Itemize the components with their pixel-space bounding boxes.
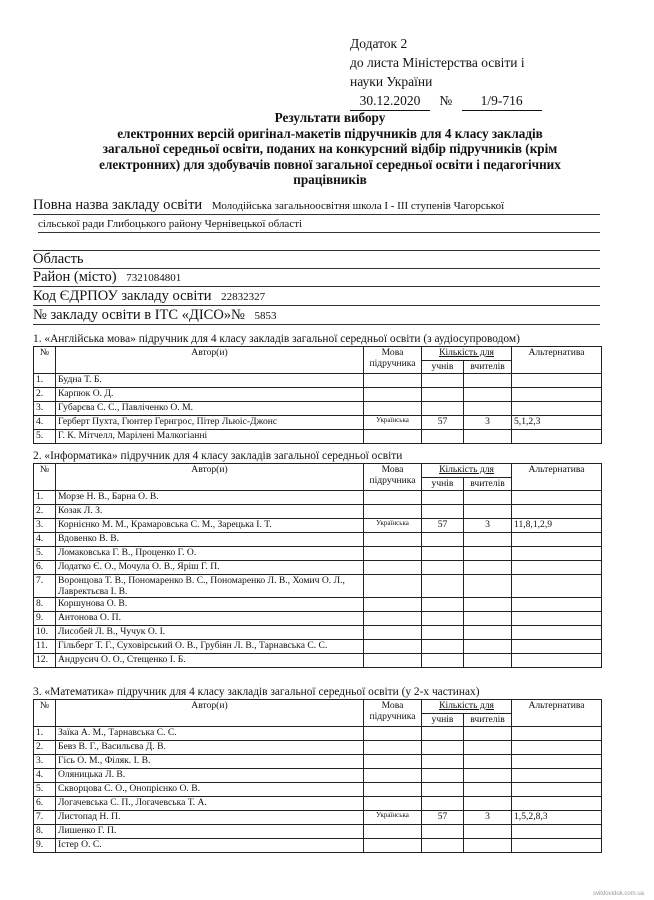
students-count-cell xyxy=(422,374,464,388)
appendix-date: 30.12.2020 xyxy=(350,91,430,111)
col-header-qty: Кількість для xyxy=(422,700,512,714)
table-row xyxy=(34,547,602,561)
author-cell: Бевз В. Г., Васильєва Д. В. xyxy=(56,741,364,755)
col-header-lang: Мова підручника xyxy=(364,700,422,727)
author-cell: Морзе Н. В., Барна О. В. xyxy=(56,491,364,505)
teachers-count-cell xyxy=(464,402,512,416)
table-row xyxy=(34,783,602,797)
students-count-cell: 57 xyxy=(422,519,464,533)
teachers-count-cell xyxy=(464,533,512,547)
author-cell: Г. К. Мітчелл, Марілені Малкогіанні xyxy=(56,430,364,444)
teachers-count-cell xyxy=(464,612,512,626)
students-count-cell xyxy=(422,598,464,612)
students-count-cell xyxy=(422,430,464,444)
title-line: загальної середньої освіти, поданих на конкурсний відбір підручників (крім xyxy=(102,141,558,156)
row-number: 2. xyxy=(34,505,56,519)
table-row xyxy=(34,769,602,783)
row-number: 4. xyxy=(34,416,56,430)
table-body xyxy=(34,727,602,853)
language-cell xyxy=(364,374,422,388)
language-cell xyxy=(364,491,422,505)
students-count-cell xyxy=(422,654,464,668)
row-number: 3. xyxy=(34,519,56,533)
author-cell: Будна Т. Б. xyxy=(56,374,364,388)
alternative-cell: 1,5,2,8,3 xyxy=(512,811,602,825)
col-header-teachers: вчителів xyxy=(464,714,512,727)
language-cell xyxy=(364,626,422,640)
col-header-author: Автор(и) xyxy=(56,700,364,727)
row-number: 9. xyxy=(34,839,56,853)
teachers-count-cell xyxy=(464,374,512,388)
table-row xyxy=(34,430,602,444)
author-cell: Заїка А. М., Тарнавська С. С. xyxy=(56,727,364,741)
students-count-cell xyxy=(422,755,464,769)
language-cell xyxy=(364,741,422,755)
edrpou-field xyxy=(33,287,600,306)
col-header-students: учнів xyxy=(422,361,464,374)
author-cell: Козак Л. З. xyxy=(56,505,364,519)
row-number: 5. xyxy=(34,430,56,444)
row-number: 11. xyxy=(34,640,56,654)
author-cell: Листопад Н. П. xyxy=(56,811,364,825)
table-row xyxy=(34,491,602,505)
teachers-count-cell xyxy=(464,575,512,598)
author-cell: Лисобей Л. В., Чучук О. І. xyxy=(56,626,364,640)
alternative-cell xyxy=(512,533,602,547)
col-header-students: учнів xyxy=(422,714,464,727)
students-count-cell xyxy=(422,575,464,598)
author-cell: Корнієнко М. М., Крамаровська С. М., Зарецька І. Т. xyxy=(56,519,364,533)
table-row xyxy=(34,654,602,668)
language-cell xyxy=(364,839,422,853)
teachers-count-cell: 3 xyxy=(464,811,512,825)
col-header-students: учнів xyxy=(422,478,464,491)
alternative-cell xyxy=(512,797,602,811)
table-row xyxy=(34,519,602,533)
row-number: 7. xyxy=(34,575,56,598)
section-heading: 1. «Англійська мова» підручник для 4 класу закладів загальної середньої освіти (з аудіосупроводом) xyxy=(33,333,520,345)
table-row xyxy=(34,561,602,575)
section-heading: 2. «Інформатика» підручник для 4 класу закладів загальної середньої освіти xyxy=(33,450,403,462)
students-count-cell xyxy=(422,839,464,853)
alternative-cell xyxy=(512,839,602,853)
row-number: 7. xyxy=(34,811,56,825)
its-label: № закладу освіти в ІТС «ДІСО»№ xyxy=(33,307,245,323)
appendix-line: до листа Міністерства освіти і xyxy=(350,55,525,70)
language-cell xyxy=(364,575,422,598)
students-count-cell xyxy=(422,825,464,839)
table-row xyxy=(34,612,602,626)
teachers-count-cell xyxy=(464,783,512,797)
table-row xyxy=(34,402,602,416)
row-number: 8. xyxy=(34,825,56,839)
teachers-count-cell xyxy=(464,825,512,839)
students-count-cell xyxy=(422,741,464,755)
students-count-cell xyxy=(422,797,464,811)
results-table xyxy=(33,346,602,444)
students-count-cell xyxy=(422,640,464,654)
students-count-cell xyxy=(422,769,464,783)
teachers-count-cell: 3 xyxy=(464,519,512,533)
students-count-cell: 57 xyxy=(422,811,464,825)
teachers-count-cell xyxy=(464,755,512,769)
table-row xyxy=(34,839,602,853)
students-count-cell: 57 xyxy=(422,416,464,430)
teachers-count-cell xyxy=(464,598,512,612)
students-count-cell xyxy=(422,402,464,416)
author-cell: Антонова О. П. xyxy=(56,612,364,626)
teachers-count-cell xyxy=(464,797,512,811)
alternative-cell xyxy=(512,654,602,668)
row-number: 4. xyxy=(34,533,56,547)
table-row xyxy=(34,626,602,640)
alternative-cell: 5,1,2,3 xyxy=(512,416,602,430)
school-name-continuation xyxy=(38,216,600,233)
col-header-alt: Альтернатива xyxy=(512,700,602,727)
language-cell xyxy=(364,783,422,797)
alternative-cell xyxy=(512,561,602,575)
author-cell: Герберт Пухта, Гюнтер Гернгрос, Пітер Льюіс-Джонс xyxy=(56,416,364,430)
author-cell: Лишенко Г. П. xyxy=(56,825,364,839)
col-header-num: № xyxy=(34,700,56,727)
teachers-count-cell xyxy=(464,430,512,444)
title-line: Результати вибору xyxy=(274,110,386,125)
alternative-cell xyxy=(512,388,602,402)
author-cell: Карпюк О. Д. xyxy=(56,388,364,402)
appendix-line: науки України xyxy=(350,74,433,89)
students-count-cell xyxy=(422,727,464,741)
edrpou-label: Код ЄДРПОУ закладу освіти xyxy=(33,288,212,304)
author-cell: Ломаковська Г. В., Проценко Г. О. xyxy=(56,547,364,561)
appendix-number: 1/9-716 xyxy=(462,91,542,111)
edrpou-value: 22832327 xyxy=(221,291,266,303)
row-number: 6. xyxy=(34,797,56,811)
rayon-field xyxy=(33,268,600,287)
alternative-cell: 11,8,1,2,9 xyxy=(512,519,602,533)
students-count-cell xyxy=(422,388,464,402)
results-table xyxy=(33,699,602,853)
col-header-lang: Мова підручника xyxy=(364,347,422,374)
alternative-cell xyxy=(512,402,602,416)
alternative-cell xyxy=(512,727,602,741)
alternative-cell xyxy=(512,640,602,654)
alternative-cell xyxy=(512,374,602,388)
table-row xyxy=(34,727,602,741)
language-cell: Українська xyxy=(364,416,422,430)
alternative-cell xyxy=(512,575,602,598)
appendix-number-sign: № xyxy=(439,93,453,108)
teachers-count-cell xyxy=(464,561,512,575)
alternative-cell xyxy=(512,491,602,505)
row-number: 4. xyxy=(34,769,56,783)
alternative-cell xyxy=(512,430,602,444)
language-cell xyxy=(364,640,422,654)
students-count-cell xyxy=(422,491,464,505)
row-number: 5. xyxy=(34,783,56,797)
row-number: 3. xyxy=(34,402,56,416)
results-table xyxy=(33,463,602,668)
col-header-num: № xyxy=(34,347,56,374)
rayon-value: 7321084801 xyxy=(126,272,182,284)
col-header-alt: Альтернатива xyxy=(512,347,602,374)
row-number: 12. xyxy=(34,654,56,668)
table-row xyxy=(34,741,602,755)
teachers-count-cell xyxy=(464,626,512,640)
row-number: 1. xyxy=(34,491,56,505)
col-header-teachers: вчителів xyxy=(464,361,512,374)
students-count-cell xyxy=(422,626,464,640)
students-count-cell xyxy=(422,783,464,797)
rayon-label: Район (місто) xyxy=(33,269,117,285)
col-header-lang: Мова підручника xyxy=(364,464,422,491)
language-cell xyxy=(364,769,422,783)
col-header-author: Автор(и) xyxy=(56,347,364,374)
appendix-line: Додаток 2 xyxy=(350,36,408,51)
row-number: 9. xyxy=(34,612,56,626)
oblast-field xyxy=(33,250,600,269)
blank-line xyxy=(33,234,600,251)
row-number: 8. xyxy=(34,598,56,612)
author-cell: Вдовенко В. В. xyxy=(56,533,364,547)
row-number: 3. xyxy=(34,755,56,769)
alternative-cell xyxy=(512,783,602,797)
school-name-value: Молодійська загальноосвітня школа І - ІІІ ступенів Чагорської xyxy=(211,200,505,212)
row-number: 2. xyxy=(34,388,56,402)
col-header-qty: Кількість для xyxy=(422,347,512,361)
students-count-cell xyxy=(422,561,464,575)
language-cell xyxy=(364,505,422,519)
students-count-cell xyxy=(422,547,464,561)
language-cell xyxy=(364,727,422,741)
alternative-cell xyxy=(512,741,602,755)
language-cell: Українська xyxy=(364,811,422,825)
language-cell xyxy=(364,825,422,839)
language-cell xyxy=(364,612,422,626)
alternative-cell xyxy=(512,755,602,769)
table-row xyxy=(34,374,602,388)
language-cell xyxy=(364,797,422,811)
students-count-cell xyxy=(422,533,464,547)
author-cell: Скворцова С. О., Онопрієнко О. В. xyxy=(56,783,364,797)
title-line: електронних) для здобувачів повної загальної середньої освіти і педагогічних xyxy=(99,156,561,172)
teachers-count-cell xyxy=(464,839,512,853)
table-row xyxy=(34,505,602,519)
language-cell xyxy=(364,430,422,444)
language-cell xyxy=(364,388,422,402)
row-number: 2. xyxy=(34,741,56,755)
teachers-count-cell xyxy=(464,727,512,741)
alternative-cell xyxy=(512,598,602,612)
teachers-count-cell xyxy=(464,741,512,755)
author-cell: Істер О. С. xyxy=(56,839,364,853)
oblast-label: Область xyxy=(33,251,84,267)
title-line: працівників xyxy=(293,172,367,187)
alternative-cell xyxy=(512,505,602,519)
teachers-count-cell xyxy=(464,505,512,519)
table-row xyxy=(34,825,602,839)
teachers-count-cell: 3 xyxy=(464,416,512,430)
col-header-num: № xyxy=(34,464,56,491)
teachers-count-cell xyxy=(464,640,512,654)
students-count-cell xyxy=(422,505,464,519)
section-heading: 3. «Математика» підручник для 4 класу закладів загальної середньої освіти (у 2-х частинах) xyxy=(33,686,480,698)
row-number: 10. xyxy=(34,626,56,640)
table-body xyxy=(34,374,602,444)
language-cell xyxy=(364,598,422,612)
students-count-cell xyxy=(422,612,464,626)
appendix-block xyxy=(350,34,542,111)
alternative-cell xyxy=(512,626,602,640)
teachers-count-cell xyxy=(464,388,512,402)
author-cell: Воронцова Т. В., Пономаренко В. С., Пономаренко Л. В., Хомич О. Л., Лавректьєва І. В. xyxy=(56,575,364,598)
row-number: 6. xyxy=(34,561,56,575)
its-value: 5853 xyxy=(254,310,277,322)
author-cell: Гільберг Т. Г., Суховірський О. В., Грубіян Л. В., Тарнавська С. С. xyxy=(56,640,364,654)
teachers-count-cell xyxy=(464,547,512,561)
footer-watermark: svitdovidok.com.ua xyxy=(592,891,644,897)
col-header-qty: Кількість для xyxy=(422,464,512,478)
col-header-author: Автор(и) xyxy=(56,464,364,491)
author-cell: Андрусич О. О., Стещенко І. Б. xyxy=(56,654,364,668)
table-row xyxy=(34,388,602,402)
table-row xyxy=(34,640,602,654)
row-number: 1. xyxy=(34,374,56,388)
language-cell: Українська xyxy=(364,519,422,533)
table-row xyxy=(34,575,602,598)
school-name-value-2: сільської ради Глибоцького району Чернівецької області xyxy=(38,218,303,230)
teachers-count-cell xyxy=(464,769,512,783)
table-row xyxy=(34,755,602,769)
language-cell xyxy=(364,533,422,547)
appendix-date-line xyxy=(350,91,542,111)
alternative-cell xyxy=(512,769,602,783)
title-line: електронних версій оригінал-макетів підручників для 4 класу закладів xyxy=(117,125,543,141)
language-cell xyxy=(364,402,422,416)
author-cell: Оляницька Л. В. xyxy=(56,769,364,783)
teachers-count-cell xyxy=(464,491,512,505)
alternative-cell xyxy=(512,547,602,561)
author-cell: Логачевська С. П., Логачевська Т. А. xyxy=(56,797,364,811)
table-body xyxy=(34,491,602,668)
author-cell: Коршунова О. В. xyxy=(56,598,364,612)
col-header-teachers: вчителів xyxy=(464,478,512,491)
its-field xyxy=(33,306,600,325)
author-cell: Губарєва С. С., Павліченко О. М. xyxy=(56,402,364,416)
author-cell: Гісь О. М., Філяк. І. В. xyxy=(56,755,364,769)
alternative-cell xyxy=(512,612,602,626)
table-row xyxy=(34,533,602,547)
school-name-field xyxy=(33,196,600,215)
table-row xyxy=(34,416,602,430)
teachers-count-cell xyxy=(464,654,512,668)
row-number: 1. xyxy=(34,727,56,741)
document-title xyxy=(30,110,630,188)
language-cell xyxy=(364,561,422,575)
table-row xyxy=(34,598,602,612)
language-cell xyxy=(364,547,422,561)
language-cell xyxy=(364,755,422,769)
author-cell: Лодатко Є. О., Мочула О. В., Яріш Г. П. xyxy=(56,561,364,575)
col-header-alt: Альтернатива xyxy=(512,464,602,491)
table-row xyxy=(34,811,602,825)
table-row xyxy=(34,797,602,811)
school-name-label: Повна назва закладу освіти xyxy=(33,197,203,213)
alternative-cell xyxy=(512,825,602,839)
row-number: 5. xyxy=(34,547,56,561)
language-cell xyxy=(364,654,422,668)
